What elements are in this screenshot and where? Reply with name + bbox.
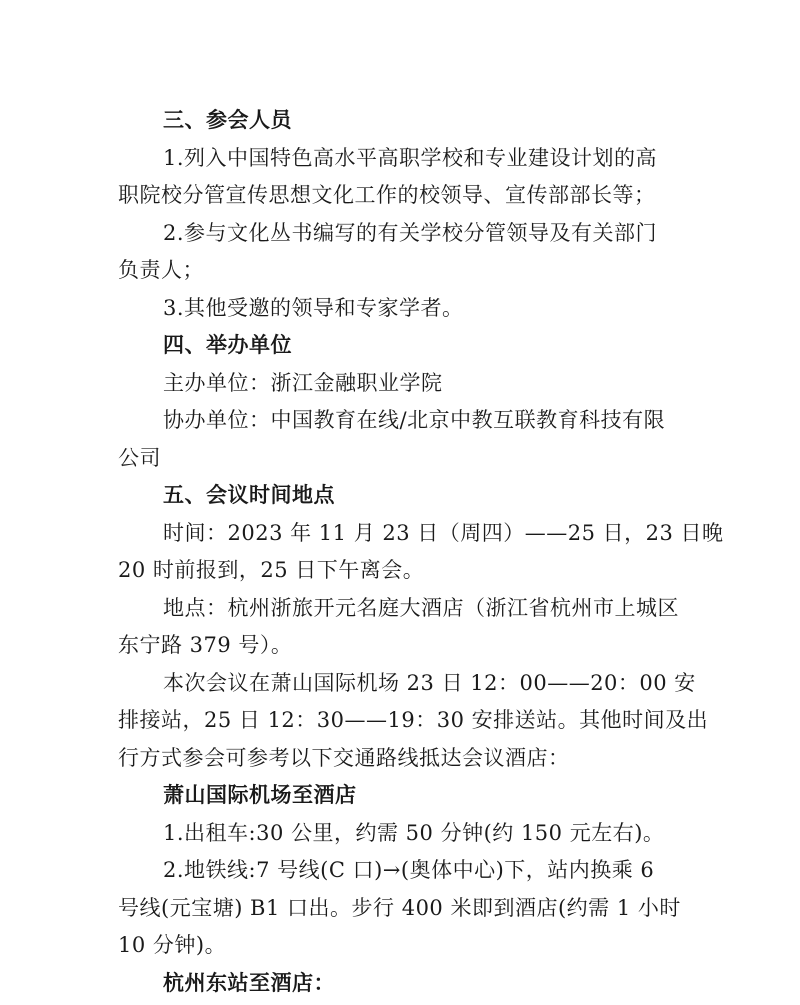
route-airport-metro-line-3: 10 分钟)。 — [118, 933, 227, 957]
section-heading-organizers: 四、举办单位 — [163, 332, 292, 357]
route-airport-metro-line-2: 号线(元宝塘) B1 口出。步行 400 米即到酒店(约需 1 小时 — [118, 896, 681, 920]
attendee-item-3: 3.其他受邀的领导和专家学者。 — [163, 296, 464, 320]
section-heading-time-place: 五、会议时间地点 — [163, 482, 335, 507]
route-airport-taxi: 1.出租车:30 公里，约需 50 分钟(约 150 元左右)。 — [163, 821, 665, 845]
route-heading-airport: 萧山国际机场至酒店 — [163, 782, 357, 807]
attendee-item-2-line-1: 2.参与文化丛书编写的有关学校分管领导及有关部门 — [163, 221, 658, 245]
attendee-item-1-line-1: 1.列入中国特色高水平高职学校和专业建设计划的高 — [163, 146, 658, 170]
shuttle-info-line-2: 排接站，25 日 12：30——19：30 安排送站。其他时间及出 — [118, 708, 709, 732]
co-organizer-line-2: 公司 — [118, 446, 161, 470]
meeting-time-line-1: 时间：2023 年 11 月 23 日（周四）——25 日，23 日晚 — [163, 521, 724, 545]
shuttle-info-line-3: 行方式参会可参考以下交通路线抵达会议酒店： — [118, 746, 570, 770]
meeting-time-line-2: 20 时前报到，25 日下午离会。 — [118, 558, 425, 582]
shuttle-info-line-1: 本次会议在萧山国际机场 23 日 12：00——20：00 安 — [163, 671, 696, 695]
meeting-place-line-1: 地点：杭州浙旅开元名庭大酒店（浙江省杭州市上城区 — [163, 596, 679, 620]
attendee-item-2-line-2: 负责人； — [118, 258, 204, 282]
route-heading-east-station: 杭州东站至酒店： — [163, 970, 335, 995]
host-organizer: 主办单位：浙江金融职业学院 — [163, 371, 443, 395]
section-heading-attendees: 三、参会人员 — [163, 107, 292, 132]
route-airport-metro-line-1: 2.地铁线:7 号线(C 口)→(奥体中心)下，站内换乘 6 — [163, 858, 655, 882]
attendee-item-1-line-2: 职院校分管宣传思想文化工作的校领导、宣传部部长等； — [118, 183, 656, 207]
meeting-place-line-2: 东宁路 379 号）。 — [118, 633, 293, 657]
co-organizer-line-1: 协办单位：中国教育在线/北京中教互联教育科技有限 — [163, 408, 666, 432]
